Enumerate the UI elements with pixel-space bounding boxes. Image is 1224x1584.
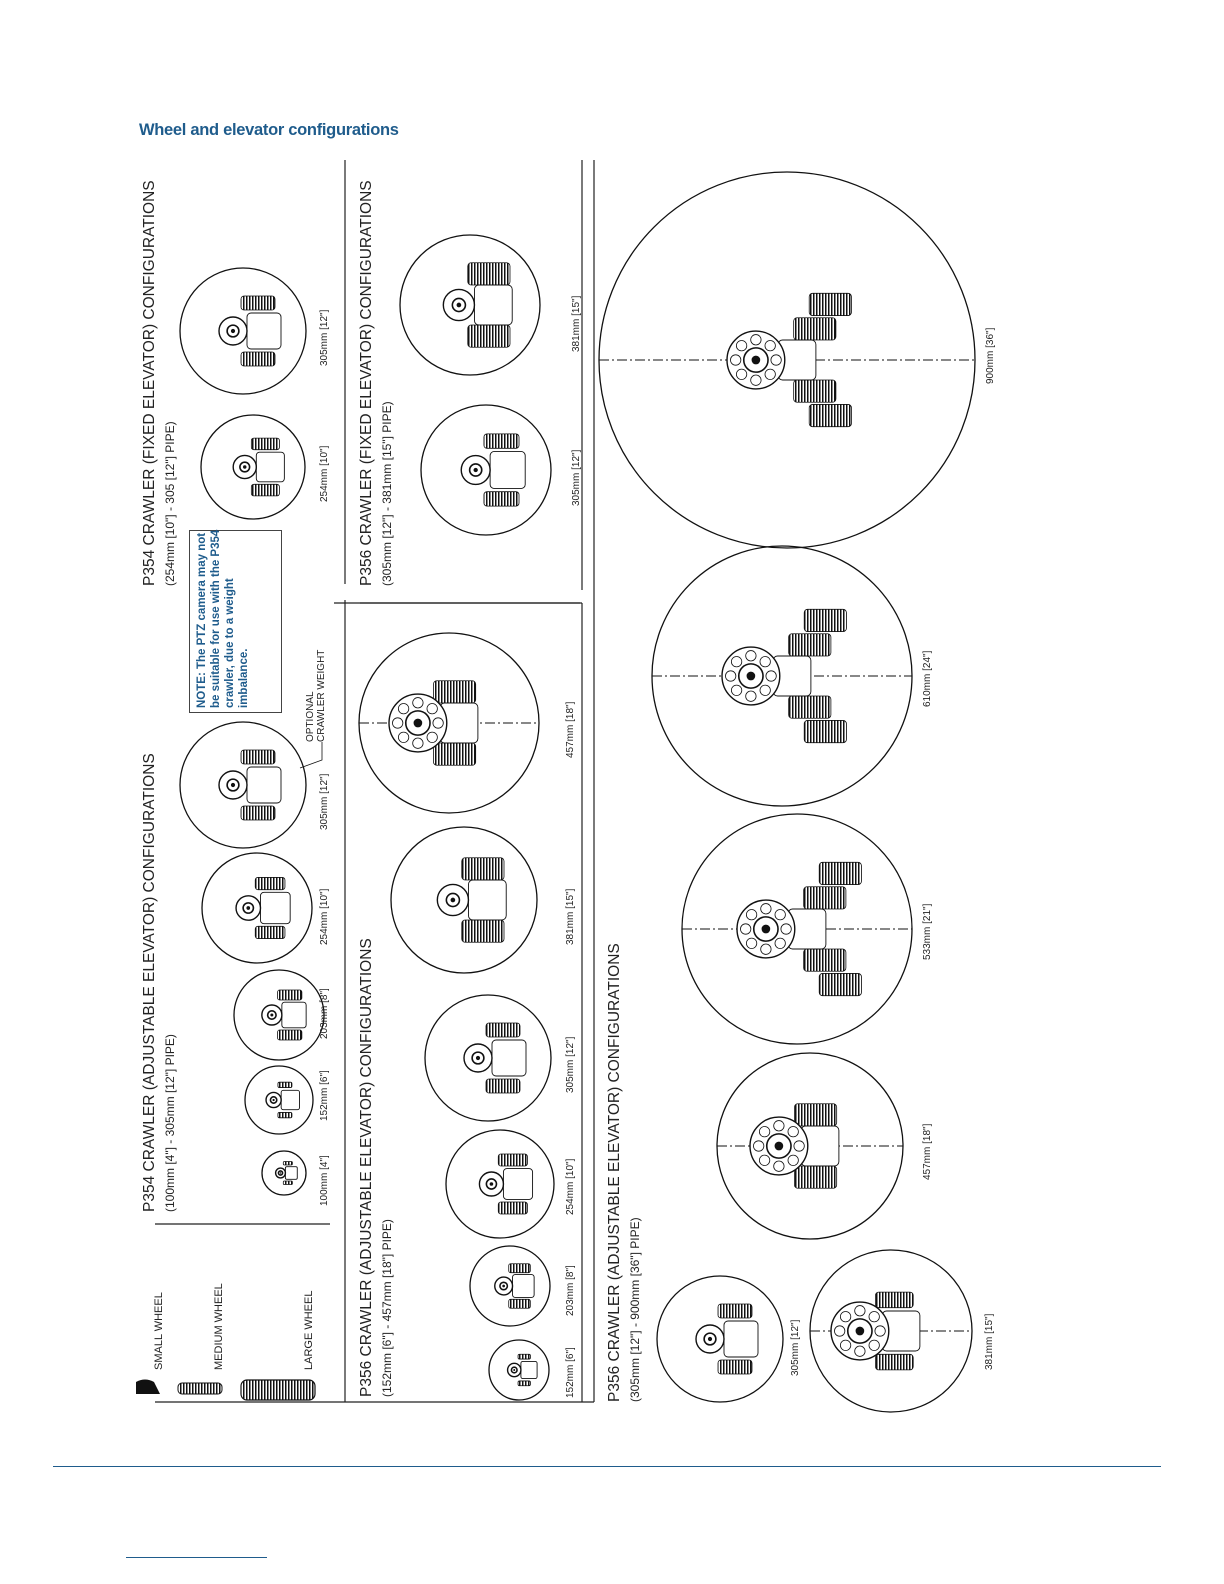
dim-label: 381mm [15"] — [565, 888, 576, 945]
led-ring — [413, 698, 423, 708]
led-ring — [840, 1312, 850, 1322]
camera-lens-center — [708, 1337, 712, 1341]
led-ring — [746, 910, 756, 920]
wheel — [718, 1360, 752, 1374]
led-ring — [413, 738, 423, 748]
pipe-configuration — [180, 268, 306, 394]
camera-lens-center — [476, 1056, 480, 1060]
wheel — [498, 1154, 527, 1166]
camera-lens-center — [457, 303, 462, 308]
callout-leader — [300, 742, 322, 768]
chassis — [281, 1090, 299, 1109]
pipe-configuration — [359, 633, 539, 813]
wheel — [462, 920, 504, 942]
chassis — [513, 1275, 535, 1298]
wheel — [509, 1299, 531, 1308]
led-ring — [753, 1141, 763, 1151]
dim-label: 203mm [8"] — [319, 988, 330, 1039]
dim-label: 152mm [6"] — [319, 1070, 330, 1121]
dim-label: 457mm [18"] — [922, 1123, 933, 1180]
wheel — [433, 743, 475, 765]
dim-label: 381mm [15"] — [571, 295, 582, 352]
wheel — [468, 263, 510, 285]
chassis — [490, 451, 525, 488]
chassis — [256, 452, 284, 482]
led-ring — [746, 691, 756, 701]
large-wheel-icon — [241, 1380, 315, 1400]
wheel — [468, 325, 510, 347]
pipe-configuration — [810, 1250, 972, 1412]
wheel — [875, 1292, 913, 1308]
led-ring — [740, 924, 750, 934]
camera-lens-center — [513, 1369, 515, 1371]
pipe-configuration — [470, 1246, 550, 1326]
pipe-configuration — [652, 546, 912, 806]
pipe-configuration — [234, 970, 324, 1060]
chassis — [282, 1002, 306, 1028]
led-ring — [771, 355, 781, 365]
camera-lens-center — [231, 329, 235, 333]
wheel — [804, 887, 846, 909]
led-ring — [731, 685, 741, 695]
pipe-configuration — [682, 814, 912, 1044]
camera-lens-center — [775, 1142, 784, 1151]
dim-label: 254mm [10"] — [565, 1158, 576, 1215]
dim-label: 533mm [21"] — [922, 903, 933, 960]
wheel — [283, 1161, 292, 1164]
wheel — [433, 681, 475, 703]
led-ring — [433, 718, 443, 728]
wheel — [278, 1030, 302, 1040]
wheel — [804, 949, 846, 971]
wheel — [794, 1166, 836, 1188]
chassis — [724, 1321, 758, 1357]
dim-label: 381mm [15"] — [984, 1313, 995, 1370]
led-ring — [875, 1326, 885, 1336]
wheel — [789, 634, 831, 656]
led-ring — [761, 904, 771, 914]
wheel — [789, 696, 831, 718]
camera-lens-center — [752, 356, 761, 365]
led-ring — [746, 938, 756, 948]
camera-lens-center — [451, 898, 456, 903]
wheel — [809, 404, 851, 426]
led-ring — [869, 1340, 879, 1350]
led-ring — [788, 1155, 798, 1165]
led-ring — [736, 341, 746, 351]
medium-wheel-icon — [178, 1383, 222, 1394]
pipe-configuration — [489, 1340, 549, 1400]
section-title-p356-fixed: P356 CRAWLER (FIXED ELEVATOR) CONFIGURATIONS — [358, 180, 375, 586]
pipe-configuration — [391, 827, 537, 973]
camera-lens-center — [272, 1099, 274, 1101]
pipe-configuration — [400, 235, 540, 375]
led-ring — [761, 944, 771, 954]
led-ring — [760, 657, 770, 667]
wheel — [278, 990, 302, 1000]
pipe-configuration — [599, 172, 975, 548]
footnote-rule — [126, 1557, 267, 1558]
chassis — [247, 313, 281, 349]
wheel — [484, 492, 519, 506]
wheel — [283, 1181, 292, 1184]
camera-lens-center — [270, 1014, 273, 1017]
dim-label: 457mm [18"] — [565, 701, 576, 758]
small-wheel-icon — [136, 1380, 160, 1395]
wheel — [462, 858, 504, 880]
led-ring — [788, 1127, 798, 1137]
camera-lens-center — [502, 1285, 505, 1288]
chassis — [521, 1361, 537, 1378]
section-range-p354-adjustable: (100mm [4"] - 305mm [12"] PIPE) — [163, 1034, 177, 1212]
led-ring — [398, 732, 408, 742]
led-ring — [775, 910, 785, 920]
chassis — [468, 880, 506, 920]
led-ring — [766, 671, 776, 681]
wheel — [819, 862, 861, 884]
section-range-p356-adjustable: (152mm [6"] - 457mm [18"] PIPE) — [380, 1219, 394, 1397]
dim-label: 203mm [8"] — [565, 1265, 576, 1316]
led-ring — [759, 1127, 769, 1137]
pipe-configuration — [446, 1130, 554, 1238]
wheel — [509, 1264, 531, 1273]
dim-label: 305mm [12"] — [319, 773, 330, 830]
led-ring — [746, 651, 756, 661]
dim-label: 305mm [12"] — [790, 1319, 801, 1376]
wheel — [241, 296, 275, 310]
led-ring — [760, 685, 770, 695]
led-ring — [751, 335, 761, 345]
dim-label: 305mm [12"] — [319, 309, 330, 366]
led-ring — [775, 938, 785, 948]
section-range-p354-fixed: (254mm [10"] - 305 [12"] PIPE) — [163, 421, 177, 586]
camera-lens-center — [474, 468, 478, 472]
section-title-p354-adjustable: P354 CRAWLER (ADJUSTABLE ELEVATOR) CONFIGURATIONS — [141, 753, 158, 1212]
led-ring — [427, 732, 437, 742]
led-ring — [725, 671, 735, 681]
wheel — [819, 973, 861, 995]
wheel — [251, 438, 279, 450]
dim-label: 900mm [36"] — [985, 327, 996, 384]
led-ring — [398, 704, 408, 714]
led-ring — [774, 1121, 784, 1131]
led-ring — [736, 369, 746, 379]
wheel — [278, 1082, 292, 1087]
led-ring — [765, 341, 775, 351]
led-ring — [731, 657, 741, 667]
wheel — [875, 1354, 913, 1370]
led-ring — [855, 1346, 865, 1356]
pipe-configuration — [202, 853, 312, 963]
camera-lens-center — [280, 1172, 281, 1173]
pipe-configuration — [425, 995, 551, 1121]
wheel — [794, 1104, 836, 1126]
pipe-configuration — [201, 415, 305, 519]
led-ring — [774, 1161, 784, 1171]
camera-lens-center — [246, 906, 250, 910]
chassis — [492, 1040, 526, 1076]
dim-label: 254mm [10"] — [319, 888, 330, 945]
wheel — [241, 352, 275, 366]
chassis — [503, 1169, 532, 1200]
wheel — [794, 380, 836, 402]
legend-small-wheel-label: SMALL WHEEL — [153, 1292, 165, 1370]
chassis — [285, 1167, 297, 1180]
led-ring — [751, 375, 761, 385]
led-ring — [759, 1155, 769, 1165]
dim-label: 100mm [4"] — [319, 1155, 330, 1206]
wheel — [241, 750, 275, 764]
pipe-configuration — [180, 722, 306, 848]
section-title-p356-adjustable: P356 CRAWLER (ADJUSTABLE ELEVATOR) CONFIGURATIONS — [358, 938, 375, 1397]
camera-lens-center — [490, 1182, 494, 1186]
footer-rule — [53, 1466, 1161, 1467]
camera-lens-center — [762, 925, 771, 934]
pipe-configuration — [262, 1151, 306, 1195]
chassis — [474, 285, 512, 325]
led-ring — [781, 924, 791, 934]
led-ring — [840, 1340, 850, 1350]
dim-label: 305mm [12"] — [565, 1036, 576, 1093]
wheel — [518, 1381, 530, 1386]
wheel — [255, 926, 285, 938]
optional-weight-callout: OPTIONAL CRAWLER WEIGHT — [305, 649, 327, 742]
dim-label: 610mm [24"] — [922, 650, 933, 707]
chassis — [260, 892, 290, 923]
led-ring — [730, 355, 740, 365]
led-ring — [794, 1141, 804, 1151]
wheel — [498, 1202, 527, 1214]
dim-label: 152mm [6"] — [565, 1347, 576, 1398]
page-title: Wheel and elevator configurations — [139, 121, 399, 139]
wheel — [255, 877, 285, 889]
led-ring — [855, 1306, 865, 1316]
wheel — [278, 1112, 292, 1117]
wheel — [486, 1079, 520, 1093]
wheel — [486, 1023, 520, 1037]
dim-label: 305mm [12"] — [571, 449, 582, 506]
camera-lens-center — [856, 1327, 865, 1336]
section-title-p356-large: P356 CRAWLER (ADJUSTABLE ELEVATOR) CONFIGURATIONS — [606, 943, 623, 1402]
wheel — [718, 1304, 752, 1318]
section-range-p356-large: (305mm [12"] - 900mm [36"] PIPE) — [628, 1217, 642, 1402]
camera-lens-center — [243, 465, 246, 468]
led-ring — [869, 1312, 879, 1322]
pipe-configuration — [717, 1053, 903, 1239]
wheel — [804, 720, 846, 742]
pipe-configuration — [657, 1276, 783, 1402]
led-ring — [765, 369, 775, 379]
dim-label: 254mm [10"] — [319, 445, 330, 502]
camera-lens-center — [747, 672, 756, 681]
wheel — [518, 1354, 530, 1359]
led-ring — [834, 1326, 844, 1336]
pipe-configuration — [421, 405, 551, 535]
wheel — [484, 434, 519, 448]
legend-medium-wheel-label: MEDIUM WHEEL — [213, 1283, 225, 1370]
section-range-p356-fixed: (305mm [12"] - 381mm [15"] PIPE) — [380, 401, 394, 586]
led-ring — [392, 718, 402, 728]
led-ring — [427, 704, 437, 714]
chassis — [247, 767, 281, 803]
camera-lens-center — [231, 783, 235, 787]
pipe-configuration — [245, 1066, 313, 1134]
wheel — [809, 293, 851, 315]
wheel — [251, 484, 279, 496]
camera-lens-center — [414, 719, 423, 728]
wheel — [794, 318, 836, 340]
legend-large-wheel-label: LARGE WHEEL — [303, 1290, 315, 1370]
section-title-p354-fixed: P354 CRAWLER (FIXED ELEVATOR) CONFIGURATIONS — [141, 180, 158, 586]
wheel — [804, 609, 846, 631]
note-text: NOTE: The PTZ camera may not be suitable for use with the P354 crawler, due to a weight imbalance. — [196, 529, 250, 708]
wheel — [241, 806, 275, 820]
